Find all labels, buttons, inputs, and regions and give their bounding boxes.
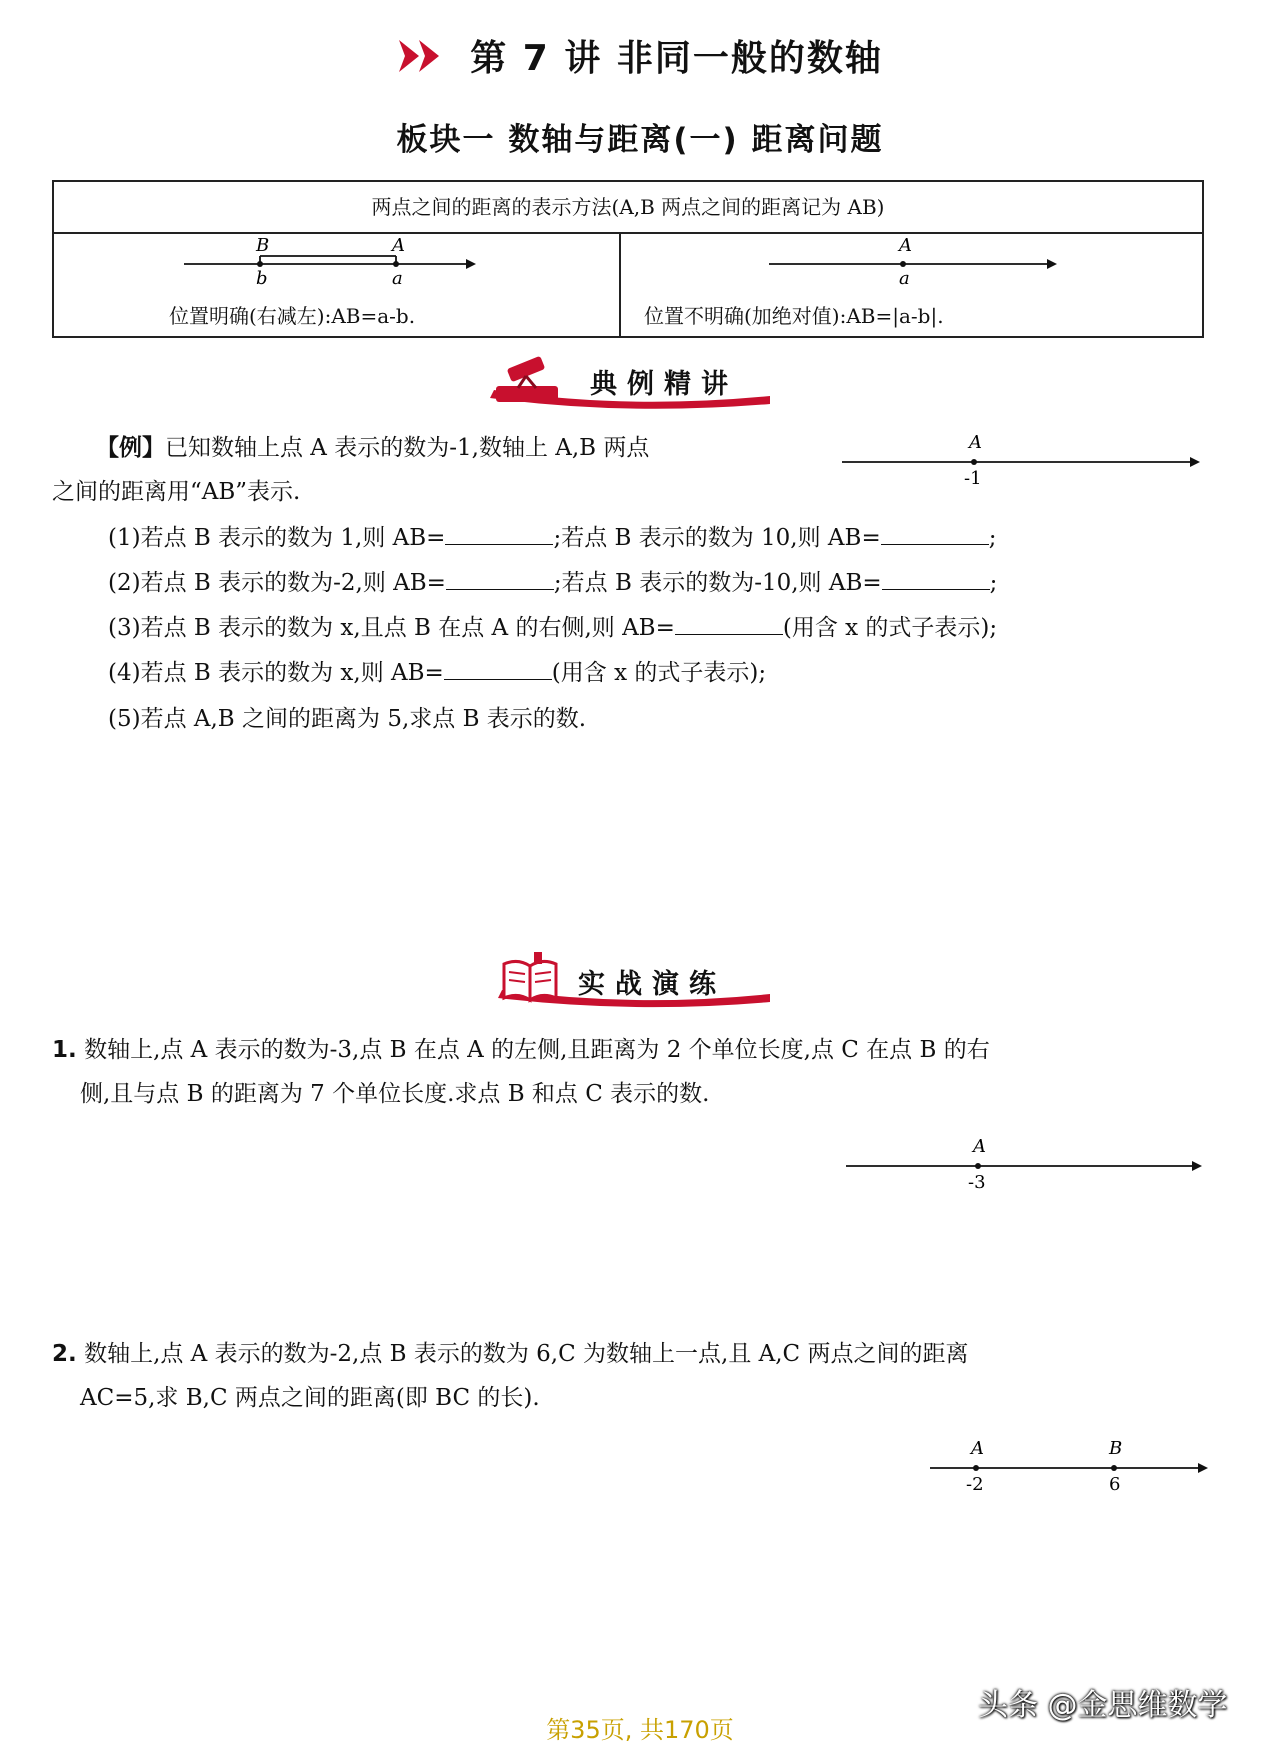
answer-blank-2b[interactable]: [882, 567, 990, 590]
answer-blank-1b[interactable]: [881, 522, 989, 545]
example-intro-line-1: [96, 430, 649, 466]
block-title: 板块一 数轴与距离(一) 距离问题: [396, 122, 884, 158]
problem-1-line-2: 侧,且与点 B 的距离为 7 个单位长度.求点 B 和点 C 表示的数.: [80, 1081, 710, 1107]
problem-1-number: 1.: [52, 1037, 77, 1063]
answer-blank-1a[interactable]: [445, 522, 553, 545]
point-a-dot: [971, 459, 977, 465]
point-b-label: B: [1109, 1438, 1123, 1459]
point-a-dot: [973, 1465, 979, 1471]
book-icon: [498, 950, 564, 1006]
value-a-label: a: [899, 268, 910, 289]
example-intro-line-2: 之间的距离用“AB”表示.: [52, 479, 301, 505]
question-2: (2)若点 B 表示的数为-2,则 AB= ;若点 B 表示的数为-10,则 AB= ;: [108, 565, 997, 601]
axis-arrow-icon: [1198, 1463, 1208, 1473]
question-3: (3)若点 B 表示的数为 x,且点 B 在点 A 的右侧,则 AB= (用含 x 的式子表示);: [108, 610, 997, 646]
answer-blank-2a[interactable]: [446, 567, 554, 590]
table-divider: [619, 232, 621, 336]
unordered-caption: 位置不明确(加绝对值):AB=|a-b|.: [644, 304, 944, 328]
point-a-label: A: [899, 235, 912, 256]
question-5: (5)若点 A,B 之间的距离为 5,求点 B 表示的数.: [108, 706, 587, 732]
point-a-value: -1: [964, 468, 982, 489]
telescope-icon: [490, 356, 570, 408]
ordered-caption: 位置明确(右减左):AB=a-b.: [169, 304, 416, 328]
point-b-dot: [1111, 1465, 1117, 1471]
point-a-dot: [975, 1163, 981, 1169]
point-b-label: B: [256, 235, 270, 256]
number-line-unordered: [769, 234, 1069, 298]
point-a-label: A: [971, 1438, 984, 1459]
point-a-label: A: [973, 1136, 986, 1157]
axis-arrow-icon: [1190, 457, 1200, 467]
question-4: (4)若点 B 表示的数为 x,则 AB= (用含 x 的式子表示);: [108, 655, 766, 691]
reference-table-header: 两点之间的距离的表示方法(A,B 两点之间的距离记为 AB): [54, 182, 1202, 234]
point-a-label: A: [392, 235, 405, 256]
axis-arrow-icon: [466, 259, 476, 269]
axis-arrow-icon: [1047, 259, 1057, 269]
problem-2-line-1: 2. 数轴上,点 A 表示的数为-2,点 B 表示的数为 6,C 为数轴上一点,且 A,C 两点之间的距离: [52, 1341, 969, 1367]
problem-2-number-line: [928, 1434, 1218, 1498]
point-a-value: -2: [966, 1474, 984, 1495]
problem-1-line-1: 1. 数轴上,点 A 表示的数为-3,点 B 在点 A 的左侧,且距离为 2 个单位长度,点 C 在点 B 的右: [52, 1037, 990, 1063]
practice-section-heading: [494, 950, 774, 1010]
point-a-dot: [393, 261, 399, 267]
example-number-line: [838, 428, 1208, 492]
point-a-dot: [900, 261, 906, 267]
page-title: 第 7 讲 非同一般的数轴: [470, 38, 883, 79]
example-section-heading: [484, 356, 774, 412]
axis-arrow-icon: [1192, 1161, 1202, 1171]
problem-2-line-2: AC=5,求 B,C 两点之间的距离(即 BC 的长).: [80, 1385, 540, 1411]
value-a-label: a: [392, 268, 403, 289]
point-b-value: 6: [1109, 1474, 1121, 1495]
title-row: [0, 30, 1280, 81]
double-arrow-icon: [397, 38, 447, 74]
question-1: (1)若点 B 表示的数为 1,则 AB= ;若点 B 表示的数为 10,则 AB= ;: [108, 520, 996, 556]
problem-2-number: 2.: [52, 1341, 77, 1367]
point-a-value: -3: [968, 1172, 986, 1193]
reference-table: [52, 180, 1204, 338]
answer-blank-3[interactable]: [675, 612, 783, 635]
watermark: 头条 @金思维数学: [978, 1688, 1228, 1723]
value-b-label: b: [256, 268, 268, 289]
point-a-label: A: [969, 432, 982, 453]
page-footer: 第35页, 共170页: [546, 1716, 734, 1744]
example-intro-text-1: 已知数轴上点 A 表示的数为-1,数轴上 A,B 两点: [165, 435, 650, 461]
problem-1-number-line: [842, 1132, 1212, 1196]
example-tag: 【例】: [96, 435, 165, 461]
number-line-ordered: [184, 234, 544, 298]
example-heading: 典例精讲: [590, 369, 738, 400]
point-b-dot: [257, 261, 263, 267]
answer-blank-4[interactable]: [444, 657, 552, 680]
practice-heading: 实战演练: [578, 969, 726, 1000]
